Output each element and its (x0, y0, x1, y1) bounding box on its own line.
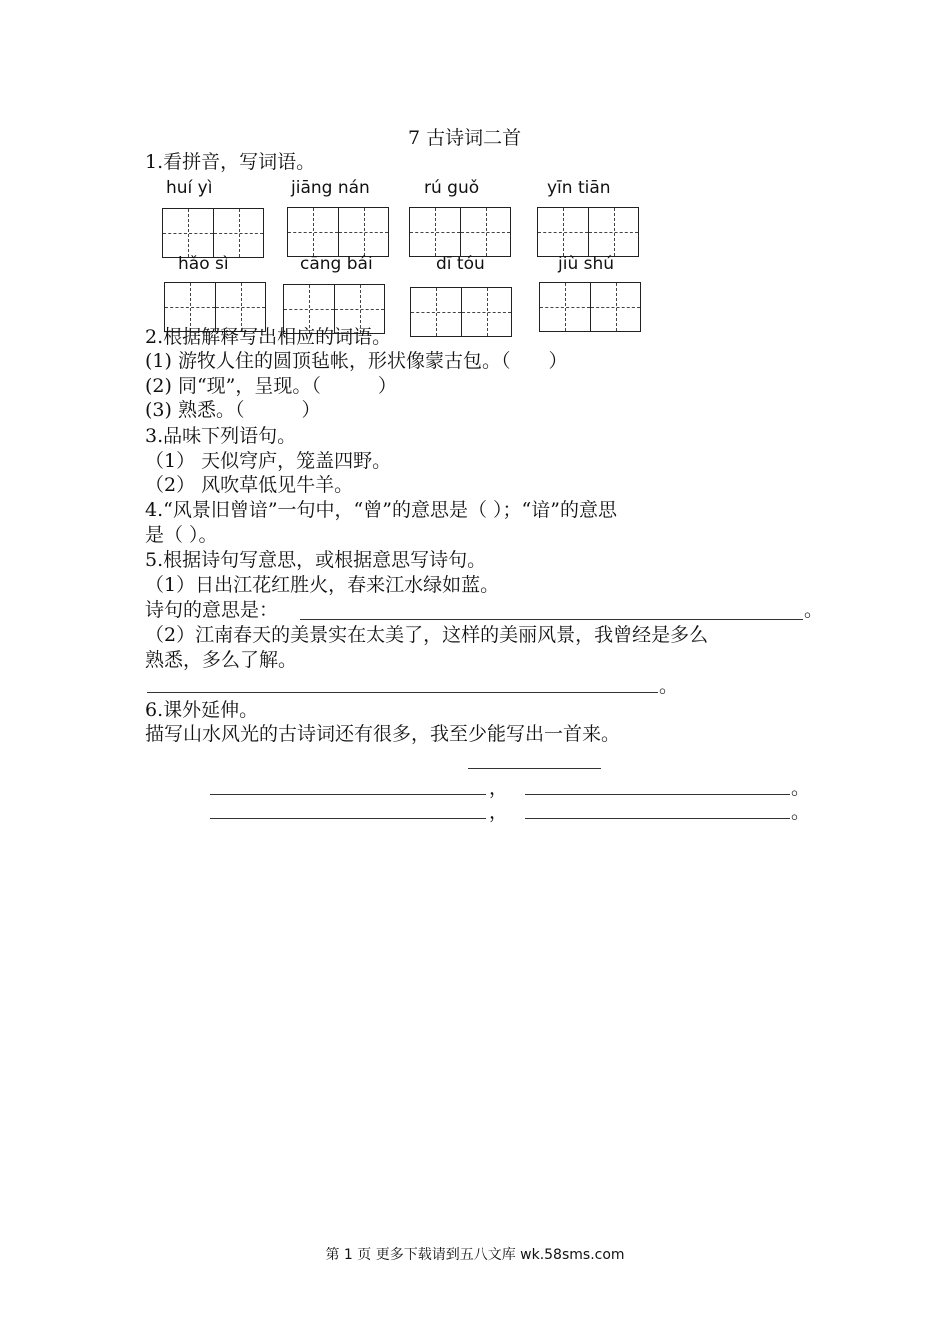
q5-heading: 5.根据诗句写意思，或根据意思写诗句。 (145, 549, 487, 571)
page-title: 7 古诗词二首 (408, 127, 522, 149)
writing-grid[interactable] (539, 282, 641, 332)
writing-grid[interactable] (537, 207, 639, 257)
comma: ， (489, 801, 509, 823)
q5-meaning-label: 诗句的意思是： (145, 599, 279, 621)
q5-item-2-line-2: 熟悉，多么了解。 (145, 649, 298, 671)
answer-line[interactable] (300, 619, 803, 620)
q3-item-1: （1） 天似穹庐，笼盖四野。 (145, 450, 392, 472)
period: 。 (791, 801, 811, 823)
pinyin-4: yīn tiān (547, 178, 611, 198)
q5-item-1: （1）日出江花红胜火，春来江水绿如蓝。 (145, 574, 500, 596)
writing-grid[interactable] (410, 287, 512, 337)
period: 。 (659, 675, 679, 697)
poem-line[interactable] (525, 794, 790, 795)
q2-item-3: (3) 熟悉。（ ） (145, 399, 321, 421)
q2-heading: 2.根据解释写出相应的词语。 (145, 326, 392, 348)
pinyin-5: hǎo sì (178, 254, 229, 274)
q3-heading: 3.品味下列语句。 (145, 425, 297, 447)
pinyin-7: dī tóu (436, 254, 485, 274)
answer-line[interactable] (147, 692, 658, 693)
period: 。 (791, 777, 811, 799)
q6-heading: 6.课外延伸。 (145, 699, 259, 721)
writing-grid[interactable] (409, 207, 511, 257)
q2-item-1: (1) 游牧人住的圆顶毡帐，形状像蒙古包。（ ） (145, 350, 568, 372)
pinyin-3: rú guǒ (424, 178, 480, 198)
pinyin-8: jiù shú (558, 254, 615, 274)
q4-line-1: 4.“风景旧曾谙”一句中，“曾”的意思是（ ）；“谙”的意思 (145, 499, 617, 521)
poem-line[interactable] (210, 818, 486, 819)
page-footer: 第 1 页 更多下载请到五八文库 wk.58sms.com (325, 1247, 625, 1263)
q1-heading: 1.看拼音，写词语。 (145, 151, 316, 173)
writing-grid[interactable] (162, 208, 264, 258)
poem-line[interactable] (210, 794, 486, 795)
q2-item-2: (2) 同“现”，呈现。（ ） (145, 375, 397, 397)
q4-line-2: 是（ ）。 (145, 524, 218, 546)
period: 。 (804, 599, 824, 621)
pinyin-2: jiāng nán (291, 178, 370, 198)
q6-prompt: 描写山水风光的古诗词还有很多，我至少能写出一首来。 (145, 723, 621, 745)
comma: ， (489, 777, 509, 799)
poem-line[interactable] (525, 818, 790, 819)
q3-item-2: （2） 风吹草低见牛羊。 (145, 474, 354, 496)
pinyin-1: huí yì (166, 178, 213, 198)
q5-item-2-line-1: （2）江南春天的美景实在太美了，这样的美丽风景，我曾经是多么 (145, 624, 709, 646)
poem-title-line[interactable] (468, 768, 601, 769)
writing-grid[interactable] (287, 207, 389, 257)
pinyin-6: cāng bái (300, 254, 373, 274)
